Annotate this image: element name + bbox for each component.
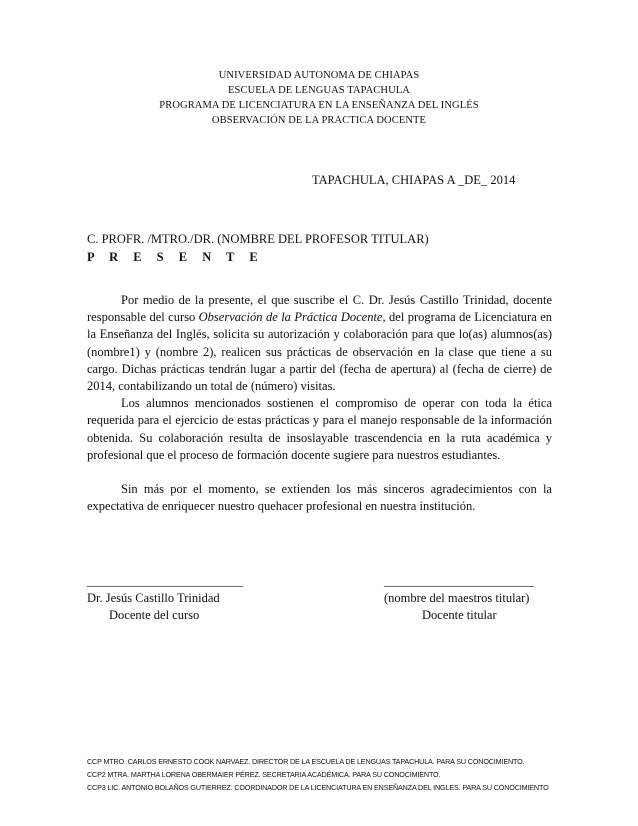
signature-left-role: Docente del curso	[109, 608, 200, 622]
signature-left-name: Dr. Jesús Castillo Trinidad	[87, 591, 220, 605]
paragraph-request-end: , del programa de Licenciatura en la Enseñanza del Inglés, solicita su autorización y colaboración para que lo(as) alumnos(as) (nombre1) y (nombre 2), realicen sus prácticas de observación en la clase que tiene a su cargo. Dichas prácticas tendrán lugar a partir del (fecha de apertura) al (fecha de cierre) de 2014, contabilizando un total de (número) visitas.	[87, 310, 552, 394]
paragraph-closing: Sin más por el momento, se extienden los más sinceros agradecimientos con la expectativa de enriquecer nuestro quehacer profesional en nuestra institución.	[87, 482, 552, 514]
signature-left	[87, 573, 243, 624]
paragraph-request-start: Por medio de la presente, el que suscribe el C. Dr. Jesús Castillo Trinidad, docente responsable del curso	[87, 293, 552, 325]
letter-body	[87, 292, 552, 515]
date-line: TAPACHULA, CHIAPAS A _DE_ 2014	[312, 173, 516, 187]
signature-right-role: Docente titular	[422, 608, 497, 622]
signature-left-rule: _________________________	[87, 574, 244, 588]
header-school: ESCUELA DE LENGUAS TAPACHULA	[228, 85, 410, 96]
paragraph-request	[87, 292, 552, 395]
signature-right	[384, 573, 534, 624]
header-university: UNIVERSIDAD AUTONOMA DE CHIAPAS	[218, 70, 420, 81]
header-subject: OBSERVACIÓN DE LA PRACTICA DOCENTE	[211, 115, 427, 126]
ccp-line-1: CCP MTRO. CARLOS ERNESTO COOK NARVAEZ. DIRECTOR DE LA ESCUELA DE LENGUAS TAPACHULA. PARA SU CONOCIMIENTO.	[87, 757, 525, 766]
header-program: PROGRAMA DE LICENCIATURA EN LA ENSEÑANZA DEL INGLÉS	[159, 100, 479, 111]
signature-right-rule: ________________________	[384, 574, 534, 588]
recipient-line: C. PROFR. /MTRO./DR. (NOMBRE DEL PROFESOR TITULAR)	[87, 232, 429, 246]
ccp-line-3: CCP3 LIC. ANTONIO BOLAÑOS GUTIERREZ. COORDINADOR DE LA LICENCIATURA EN ENSEÑANZA DEL INGLES. PARA SU CONOCIMIENTO	[87, 783, 549, 793]
ccp-block	[87, 755, 549, 795]
course-name: Observación de la Práctica Docente	[198, 310, 383, 325]
presente-heading: P R E S E N T E	[87, 250, 264, 264]
paragraph-commitment: Los alumnos mencionados sostienen el compromiso de operar con toda la ética requerida para el ejercicio de estas prácticas y para el manejo responsable de la información obtenida. Su colaboración resulta de insoslayable trascendencia en la ruta académica y profesional que el proceso de formación docente sugiere para nuestros estudiantes.	[87, 396, 552, 462]
signature-right-name: (nombre del maestros titular)	[384, 591, 530, 605]
ccp-line-2: CCP2 MTRA. MARTHA LORENA OBERMAIER PÉREZ. SECRETARIA ACADÉMICA. PARA SU CONOCIMIENTO.	[87, 770, 441, 780]
